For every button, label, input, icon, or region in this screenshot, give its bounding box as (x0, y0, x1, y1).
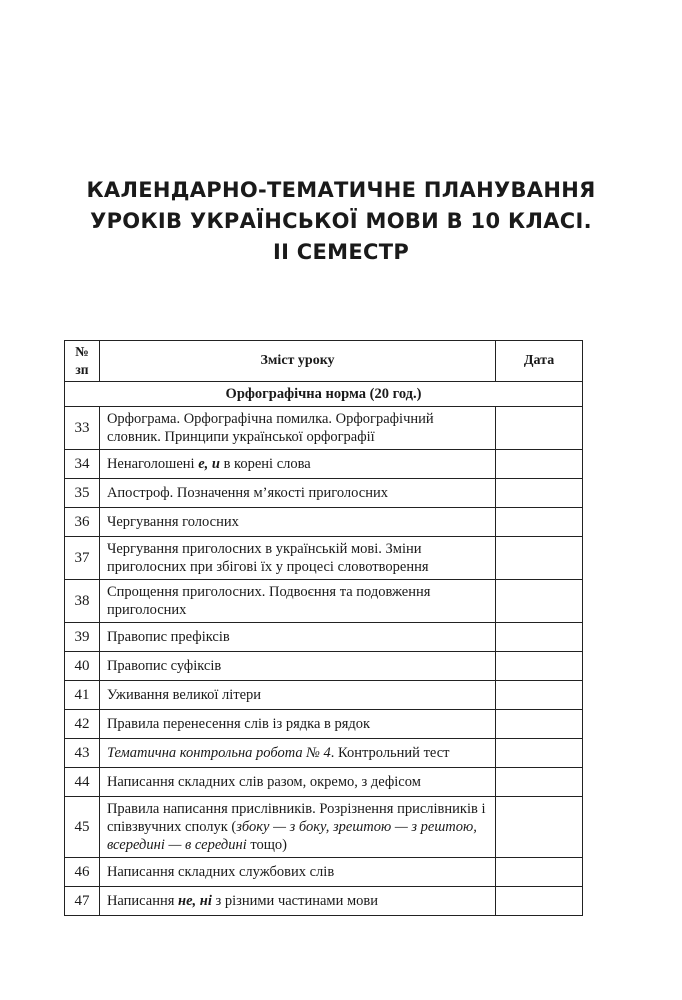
lesson-topic-text: Орфограма. Орфографічна помилка. Орфографічний словник. Принципи української орфографії (106, 411, 434, 445)
table-row (65, 623, 583, 652)
lesson-number: 35 (65, 479, 100, 508)
lesson-topic-text: Написання складних слів разом, окремо, з дефісом (106, 774, 421, 790)
date-cell (496, 450, 583, 479)
table-row (65, 739, 583, 768)
lesson-topic-text: Ненаголошені (106, 456, 199, 472)
lesson-topic-text: Написання складних службових слів (106, 864, 335, 880)
date-cell (496, 580, 583, 623)
lesson-number: 38 (65, 580, 100, 623)
lesson-topic-text: . Контрольний тест (330, 745, 450, 761)
lesson-topic-text: тощо) (246, 837, 287, 853)
lesson-topic (99, 681, 495, 710)
lesson-topic-text: Чергування голосних (106, 514, 239, 530)
lesson-number: 43 (65, 739, 100, 768)
date-cell (496, 652, 583, 681)
lesson-number: 36 (65, 508, 100, 537)
section-row (65, 382, 583, 407)
date-cell (496, 407, 583, 450)
lesson-topic-text: Апостроф. Позначення м’якості приголосних (106, 485, 388, 501)
lesson-number: 40 (65, 652, 100, 681)
table-row (65, 407, 583, 450)
lesson-topic (99, 479, 495, 508)
header-number-abbr: зп (75, 362, 89, 377)
lesson-topic-text: е, и (198, 456, 220, 472)
table-row (65, 508, 583, 537)
date-cell (496, 887, 583, 916)
lesson-number: 37 (65, 537, 100, 580)
lesson-number: 47 (65, 887, 100, 916)
lesson-topic-text: Спрощення приголосних. Подвоєння та подовження приголосних (106, 584, 431, 618)
title-line-3: II СЕМЕСТР (272, 240, 410, 264)
lesson-topic (99, 768, 495, 797)
lesson-topic (99, 623, 495, 652)
table-row (65, 887, 583, 916)
lesson-topic-text: Написання (106, 893, 179, 909)
lesson-number: 41 (65, 681, 100, 710)
date-cell (496, 681, 583, 710)
header-number (65, 341, 100, 382)
lesson-number: 39 (65, 623, 100, 652)
lesson-topic (99, 739, 495, 768)
table-row (65, 450, 583, 479)
lesson-topic (99, 537, 495, 580)
lesson-topic-text: Уживання великої літери (106, 687, 262, 703)
date-cell (496, 710, 583, 739)
lesson-number: 46 (65, 858, 100, 887)
lesson-topic (99, 887, 495, 916)
title-line-1: КАЛЕНДАРНО-ТЕМАТИЧНЕ ПЛАНУВАННЯ (86, 178, 596, 202)
table-row (65, 681, 583, 710)
lesson-topic-text: збоку — з боку, зрештою — з рештою, всередині — в середині (106, 819, 477, 853)
lesson-topic (99, 858, 495, 887)
table-row (65, 580, 583, 623)
table-row (65, 768, 583, 797)
table-row (65, 537, 583, 580)
page-title (0, 175, 682, 268)
section-title: Орфографічна норма (20 год.) (65, 382, 583, 407)
date-cell (496, 858, 583, 887)
date-cell (496, 537, 583, 580)
lesson-topic (99, 797, 495, 858)
lesson-topic (99, 652, 495, 681)
lesson-topic (99, 710, 495, 739)
lesson-plan-table (64, 340, 583, 916)
header-number-symbol: № (75, 344, 89, 359)
lesson-number: 34 (65, 450, 100, 479)
lesson-topic-text: Чергування приголосних в українській мові. Зміни приголосних при збігові їх у процесі словотворення (106, 541, 429, 575)
date-cell (496, 739, 583, 768)
table-header-row (65, 341, 583, 382)
lesson-number: 45 (65, 797, 100, 858)
title-line-2: УРОКІВ УКРАЇНСЬКОЇ МОВИ В 10 КЛАСІ. (90, 209, 592, 233)
lesson-topic (99, 450, 495, 479)
date-cell (496, 623, 583, 652)
lesson-topic-text: Правопис суфіксів (106, 658, 222, 674)
lesson-topic-text: Правила написання прислівників. Розрізнення прислівників і співзвучних сполук ( (106, 801, 486, 835)
date-cell (496, 768, 583, 797)
lesson-topic (99, 508, 495, 537)
lesson-number: 42 (65, 710, 100, 739)
lesson-topic (99, 407, 495, 450)
lesson-topic-text: Тематична контрольна робота № 4 (106, 745, 331, 761)
table-row (65, 797, 583, 858)
date-cell (496, 797, 583, 858)
date-cell (496, 479, 583, 508)
header-date: Дата (496, 341, 583, 382)
lesson-topic-text: не, ні (178, 893, 212, 909)
date-cell (496, 508, 583, 537)
lesson-number: 33 (65, 407, 100, 450)
table-row (65, 652, 583, 681)
table-row (65, 479, 583, 508)
lesson-topic-text: в корені слова (219, 456, 311, 472)
lesson-topic-text: Правила перенесення слів із рядка в рядок (106, 716, 371, 732)
table-row (65, 710, 583, 739)
lesson-topic (99, 580, 495, 623)
lesson-number: 44 (65, 768, 100, 797)
table-row (65, 858, 583, 887)
lesson-topic-text: Правопис префіксів (106, 629, 230, 645)
header-topic: Зміст уроку (99, 341, 495, 382)
lesson-topic-text: з різними частинами мови (211, 893, 378, 909)
